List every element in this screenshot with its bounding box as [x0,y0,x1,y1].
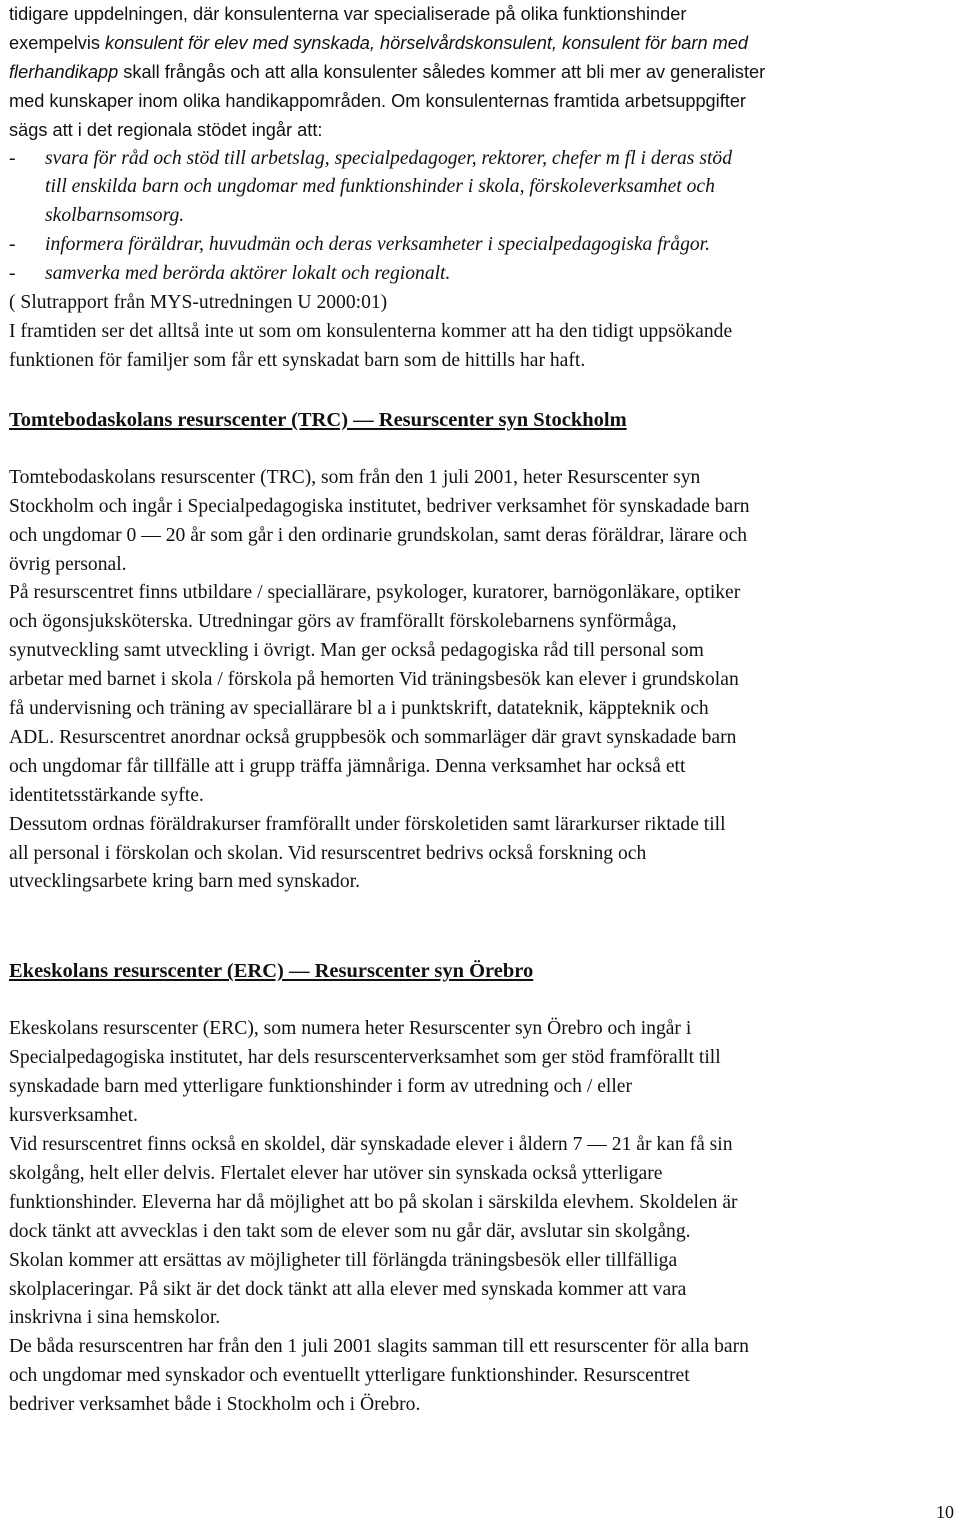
paragraph-line: Specialpedagogiska institutet, har dels resurscenterverksamhet som ger stöd framförallt till [9,1047,721,1069]
page-number: 10 [936,1502,954,1522]
paragraph-line: all personal i förskolan och skolan. Vid resurscentret bedrivs också forskning och [9,842,647,864]
paragraph-line: skolgång, helt eller delvis. Flertalet elever har utöver sin synskada också ytterligare [9,1162,663,1184]
paragraph-line: och ögonsjuksköterska. Utredningar görs av framförallt förskolebarnens synförmåga, [9,611,677,633]
erc-paragraph-1 [9,1015,954,1131]
citation-line: ( Slutrapport från MYS-utredningen U 2000:01) [9,292,388,314]
erc-heading [9,957,954,985]
list-item-line: till enskilda barn och ungdomar med funktionshinder i skola, förskoleverksamhet och [45,176,715,198]
paragraph-line: bedriver verksamhet både i Stockholm och i Örebro. [9,1394,421,1416]
erc-paragraph-3 [9,1333,954,1420]
paragraph-line: synskadade barn med ytterligare funktionshinder i form av utredning och / eller [9,1076,633,1098]
paragraph-line: I framtiden ser det alltså inte ut som om konsulenterna kommer att ha den tidigt uppsökande [9,320,733,342]
list-item-line: informera föräldrar, huvudmän och deras verksamheter i specialpedagogiska frågor. [45,234,711,256]
list-dash: - [9,263,16,285]
trc-paragraph-3 [9,811,954,898]
paragraph-line: funktionshinder. Eleverna har då möjlighet att bo på skolan i särskilda elevhem. Skoldelen är [9,1191,738,1213]
list-item [9,260,954,289]
intro-text: skall frångås och att alla konsulenter således kommer att bli mer av generalister [118,61,766,82]
paragraph-line: Skolan kommer att ersättas av möjligheter till förlängda träningsbesök eller tillfälliga [9,1249,678,1271]
paragraph-line: och ungdomar med synskador och eventuellt ytterligare funktionshinder. Resurscentret [9,1365,690,1387]
trc-paragraph-1 [9,464,954,580]
paragraph-line: och ungdomar 0 — 20 år som går i den ordinarie grundskolan, samt deras föräldrar, lärare och [9,524,748,546]
list-dash: - [9,234,16,256]
intro-italic-text: flerhandikapp [9,61,119,82]
paragraph-line: De båda resurscentren har från den 1 juli 2001 slagits samman till ett resurscenter för alla barn [9,1336,749,1358]
paragraph-line: Vid resurscentret finns också en skoldel, där synskadade elever i åldern 7 — 21 år kan få sin [9,1134,733,1155]
erc-paragraph-2 [9,1131,954,1333]
paragraph-line: synutveckling samt utveckling i övrigt. Man ger också pedagogiska råd till personal som [9,640,704,662]
intro-italic-text: konsulent för elev med synskada, hörselvårdskonsulent, konsulent för barn med [105,32,749,53]
paragraph-line: Tomtebodaskolans resurscenter (TRC), som från den 1 juli 2001, heter Resurscenter syn [9,466,701,488]
intro-text: exempelvis [9,32,106,53]
list-item-line: svara för råd och stöd till arbetslag, specialpedagoger, rektorer, chefer m fl i deras stöd [45,147,732,169]
after-list-paragraph [9,289,954,376]
trc-heading [9,406,954,434]
paragraph-line: inskrivna i sina hemskolor. [9,1307,221,1329]
paragraph-line: Dessutom ordnas föräldrakurser framförallt under förskoletiden samt lärarkurser riktade till [9,813,726,835]
paragraph-line: utvecklingsarbete kring barn med synskador. [9,871,360,893]
paragraph-line: ADL. Resurscentret anordnar också gruppbesök och sommarläger där gravt synskadade barn [9,726,737,748]
paragraph-line: skolplaceringar. På sikt är det dock tänkt att alla elever med synskada kommer att vara [9,1278,687,1300]
paragraph-line: och ungdomar får tillfälle att i grupp träffa jämnåriga. Denna verksamhet har också ett [9,755,686,777]
trc-paragraph-2 [9,579,954,810]
paragraph-line: Stockholm och ingår i Specialpedagogiska institutet, bedriver verksamhet för synskadade barn [9,495,750,517]
paragraph-line: På resurscentret finns utbildare / speciallärare, psykologer, kuratorer, barnögonläkare, optiker [9,582,741,604]
list-item [9,231,954,260]
paragraph-line: dock tänkt att avvecklas i den takt som de elever som nu går där, avslutar sin skolgång. [9,1220,691,1242]
list-item-line: skolbarnsomsorg. [45,205,185,227]
paragraph-line: funktionen för familjer som får ett synskadat barn som de hittills har haft. [9,349,586,371]
list-item-line: samverka med berörda aktörer lokalt och regionalt. [45,263,451,285]
intro-line [9,29,954,58]
trc-heading-text: Tomtebodaskolans resurscenter (TRC) — Resurscenter syn Stockholm [9,408,627,431]
paragraph-line: övrig personal. [9,553,127,575]
list-dash: - [9,147,16,169]
paragraph-line: Ekeskolans resurscenter (ERC), som numera heter Resurscenter syn Örebro och ingår i [9,1018,692,1040]
list-item [9,145,954,232]
paragraph-line: kursverksamhet. [9,1105,138,1127]
intro-line [9,58,954,87]
intro-line: med kunskaper inom olika handikappområden. Om konsulenternas framtida arbetsuppgifter [9,90,746,111]
intro-line: tidigare uppdelningen, där konsulenterna var specialiserade på olika funktionshinder [9,4,687,24]
erc-heading-text: Ekeskolans resurscenter (ERC) — Resurscenter syn Örebro [9,960,534,983]
intro-paragraph [9,0,954,145]
intro-line: sägs att i det regionala stödet ingår att: [9,119,323,140]
task-list [9,145,954,290]
paragraph-line: få undervisning och träning av speciallärare bl a i punktskrift, datateknik, käppteknik och [9,698,709,720]
paragraph-line: arbetar med barnet i skola / förskola på hemorten Vid träningsbesök kan elever i grundskolan [9,669,739,691]
document-page [9,0,954,1420]
paragraph-line: identitetsstärkande syfte. [9,784,204,806]
